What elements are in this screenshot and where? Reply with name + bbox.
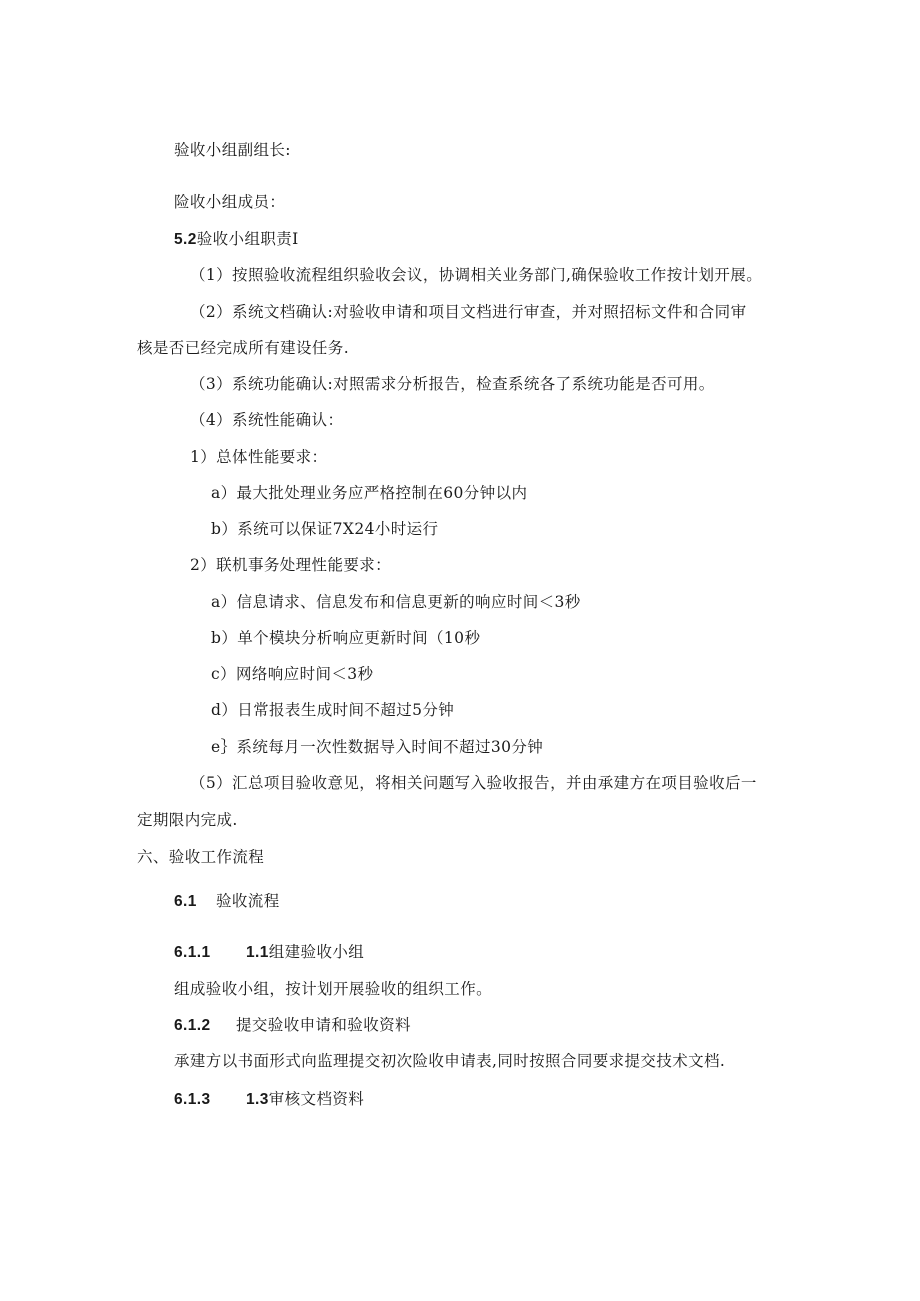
online-performance-d: d）日常报表生成时间不超过5分钟 (211, 701, 455, 719)
online-performance-heading: 2）联机事务处理性能要求： (190, 556, 392, 574)
section-6-1-1-number: 6.1.1 (174, 944, 211, 961)
section-5-2-title: 验收小组职责I (196, 230, 299, 248)
section-6-1-number: 6.1 (174, 893, 197, 910)
section-6-1-3-number: 6.1.3 (174, 1091, 211, 1108)
duty-item-3: （3）系统功能确认:对照需求分析报告，检查系统各了系统功能是否可用。 (190, 375, 715, 393)
online-performance-c: c）网络响应时间＜3秒 (211, 665, 374, 683)
section-6-1-1-body: 组成验收小组，按计划开展验收的组织工作。 (174, 980, 493, 998)
section-6-1-2-number: 6.1.2 (174, 1017, 211, 1034)
section-6-1-2-heading (174, 1015, 411, 1036)
section-6-1-2-body: 承建方以书面形式向监理提交初次险收申请表,同时按照合同要求提交技术文档. (174, 1052, 726, 1070)
overall-performance-b: b）系统可以保证7X24小时运行 (211, 520, 439, 538)
online-performance-e: e｝系统每月一次性数据导入时间不超过30分钟 (211, 738, 544, 756)
section-6-1-title: 验收流程 (216, 892, 280, 910)
section-6-1-3-title: 审核文档资料 (268, 1090, 365, 1108)
duty-item-5-line-2: 定期限内完成. (137, 811, 238, 829)
section-6-1-3-heading (174, 1089, 364, 1110)
section-6-1-3-subnumber: 1.3 (246, 1091, 269, 1108)
section-6-1-1-title: 组建验收小组 (268, 943, 365, 961)
section-6-1-1-heading (174, 942, 364, 963)
vice-leader-label: 验收小组副组长: (174, 141, 291, 159)
section-6-1-2-title: 提交验收申请和验收资料 (236, 1016, 411, 1034)
duty-item-1: （1）按照验收流程组织验收会议，协调相关业务部门,确保验收工作按计划开展。 (190, 266, 763, 284)
section-6-1-heading (174, 891, 280, 912)
duty-item-4: （4）系统性能确认： (190, 411, 344, 429)
section-5-2-number: 5.2 (174, 231, 197, 248)
duty-item-5-line-1: （5）汇总项目验收意见，将相关问题写入验收报告，并由承建方在项目验收后一 (190, 774, 757, 792)
members-label: 险收小组成员： (174, 193, 286, 211)
overall-performance-a: a）最大批处理业务应严格控制在60分钟以内 (211, 484, 528, 502)
section-6-1-1-subnumber: 1.1 (246, 944, 269, 961)
online-performance-b: b）单个模块分析响应更新时间（10秒 (211, 629, 481, 647)
duty-item-2-line-1: （2）系统文档确认:对验收申请和项目文档进行审查，并对照招标文件和合同审 (190, 303, 747, 321)
duty-item-2-line-2: 核是否已经完成所有建设任务. (137, 339, 350, 357)
chapter-6-heading: 六、验收工作流程 (137, 848, 265, 866)
overall-performance-heading: 1）总体性能要求： (190, 448, 328, 466)
section-5-2-heading (174, 229, 299, 250)
online-performance-a: a）信息请求、信息发布和信息更新的响应时间＜3秒 (211, 593, 581, 611)
